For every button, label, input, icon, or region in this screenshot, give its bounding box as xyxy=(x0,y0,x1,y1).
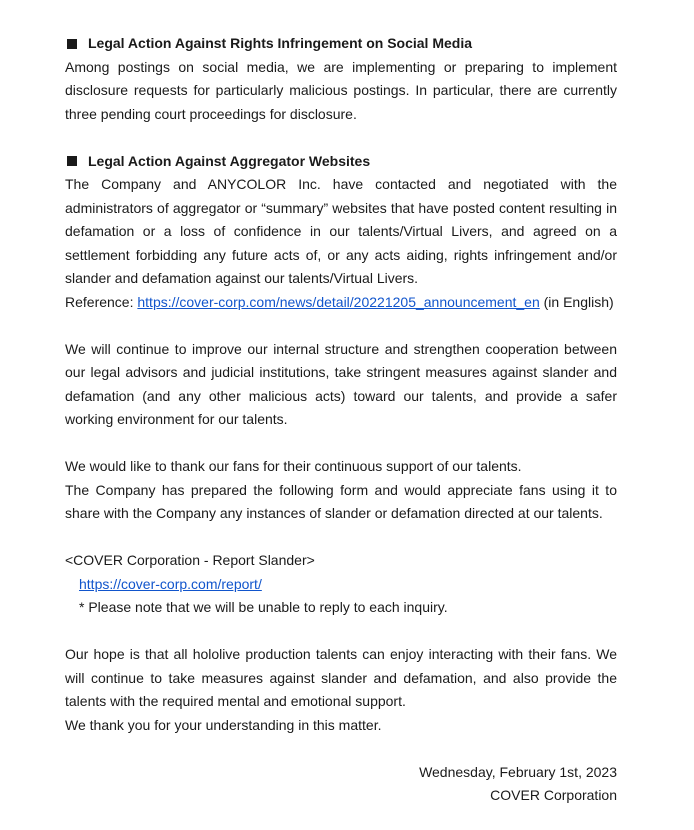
paragraph-form: The Company has prepared the following form and would appreciate fans using it to share with the Company any instances of slander or defamation directed at our talents. xyxy=(65,481,617,521)
spacer xyxy=(65,737,617,761)
spacer xyxy=(65,620,617,644)
reference-suffix: (in English) xyxy=(539,293,614,310)
report-title: <COVER Corporation - Report Slander> xyxy=(65,552,315,568)
spacer xyxy=(65,526,617,550)
report-link[interactable]: https://cover-corp.com/report/ xyxy=(79,575,262,592)
report-link-line xyxy=(65,573,617,597)
document-body xyxy=(65,32,617,808)
section-body-social-media: Among postings on social media, we are implementing or preparing to implement disclosure requests for particularly malicious postings. In particular, there are currently three pending court proceedings for disclosure. xyxy=(65,58,617,122)
square-bullet-icon xyxy=(67,39,77,49)
paragraph-hope: Our hope is that all hololive production talents can enjoy interacting with their fans. We will continue to take measures against slander and defamation, and also provide the talents with the required mental and emotional support. xyxy=(65,646,617,709)
section-heading-social-media xyxy=(65,32,617,56)
section-heading-text: Legal Action Against Rights Infringement on Social Media xyxy=(88,35,472,51)
section-heading-aggregator xyxy=(65,150,617,174)
reference-link[interactable]: https://cover-corp.com/news/detail/20221205_announcement_en xyxy=(137,293,540,310)
paragraph-commitment: We will continue to improve our internal structure and strengthen cooperation between our legal advisors and judicial institutions, take stringent measures against slander and defamation (and any other malicious acts) toward our talents, and provide a safer working environment for our talents. xyxy=(65,340,617,427)
signature-company: COVER Corporation xyxy=(490,787,617,803)
spacer xyxy=(65,314,617,338)
reference-label: Reference: xyxy=(65,293,138,310)
section-heading-text: Legal Action Against Aggregator Websites xyxy=(88,152,371,169)
signature-date: Wednesday, February 1st, 2023 xyxy=(419,763,617,780)
paragraph-thanks: We would like to thank our fans for their continuous support of our talents. xyxy=(65,458,522,474)
square-bullet-icon xyxy=(67,156,77,166)
spacer xyxy=(65,126,617,150)
report-note: * Please note that we will be unable to reply to each inquiry. xyxy=(79,599,448,615)
spacer xyxy=(65,432,617,456)
reference-line xyxy=(65,291,617,315)
paragraph-understanding: We thank you for your understanding in this matter. xyxy=(65,716,382,733)
section-body-aggregator: The Company and ANYCOLOR Inc. have contacted and negotiated with the administrators of aggregator or “summary” websites that have posted content resulting in defamation or a loss of confidence in our talents/Virtual Livers, and agreed on a settlement forbidding any future acts of, or any acts aiding, rights infringement and/or slander and defamation against our talents/Virtual Livers. xyxy=(65,176,617,286)
